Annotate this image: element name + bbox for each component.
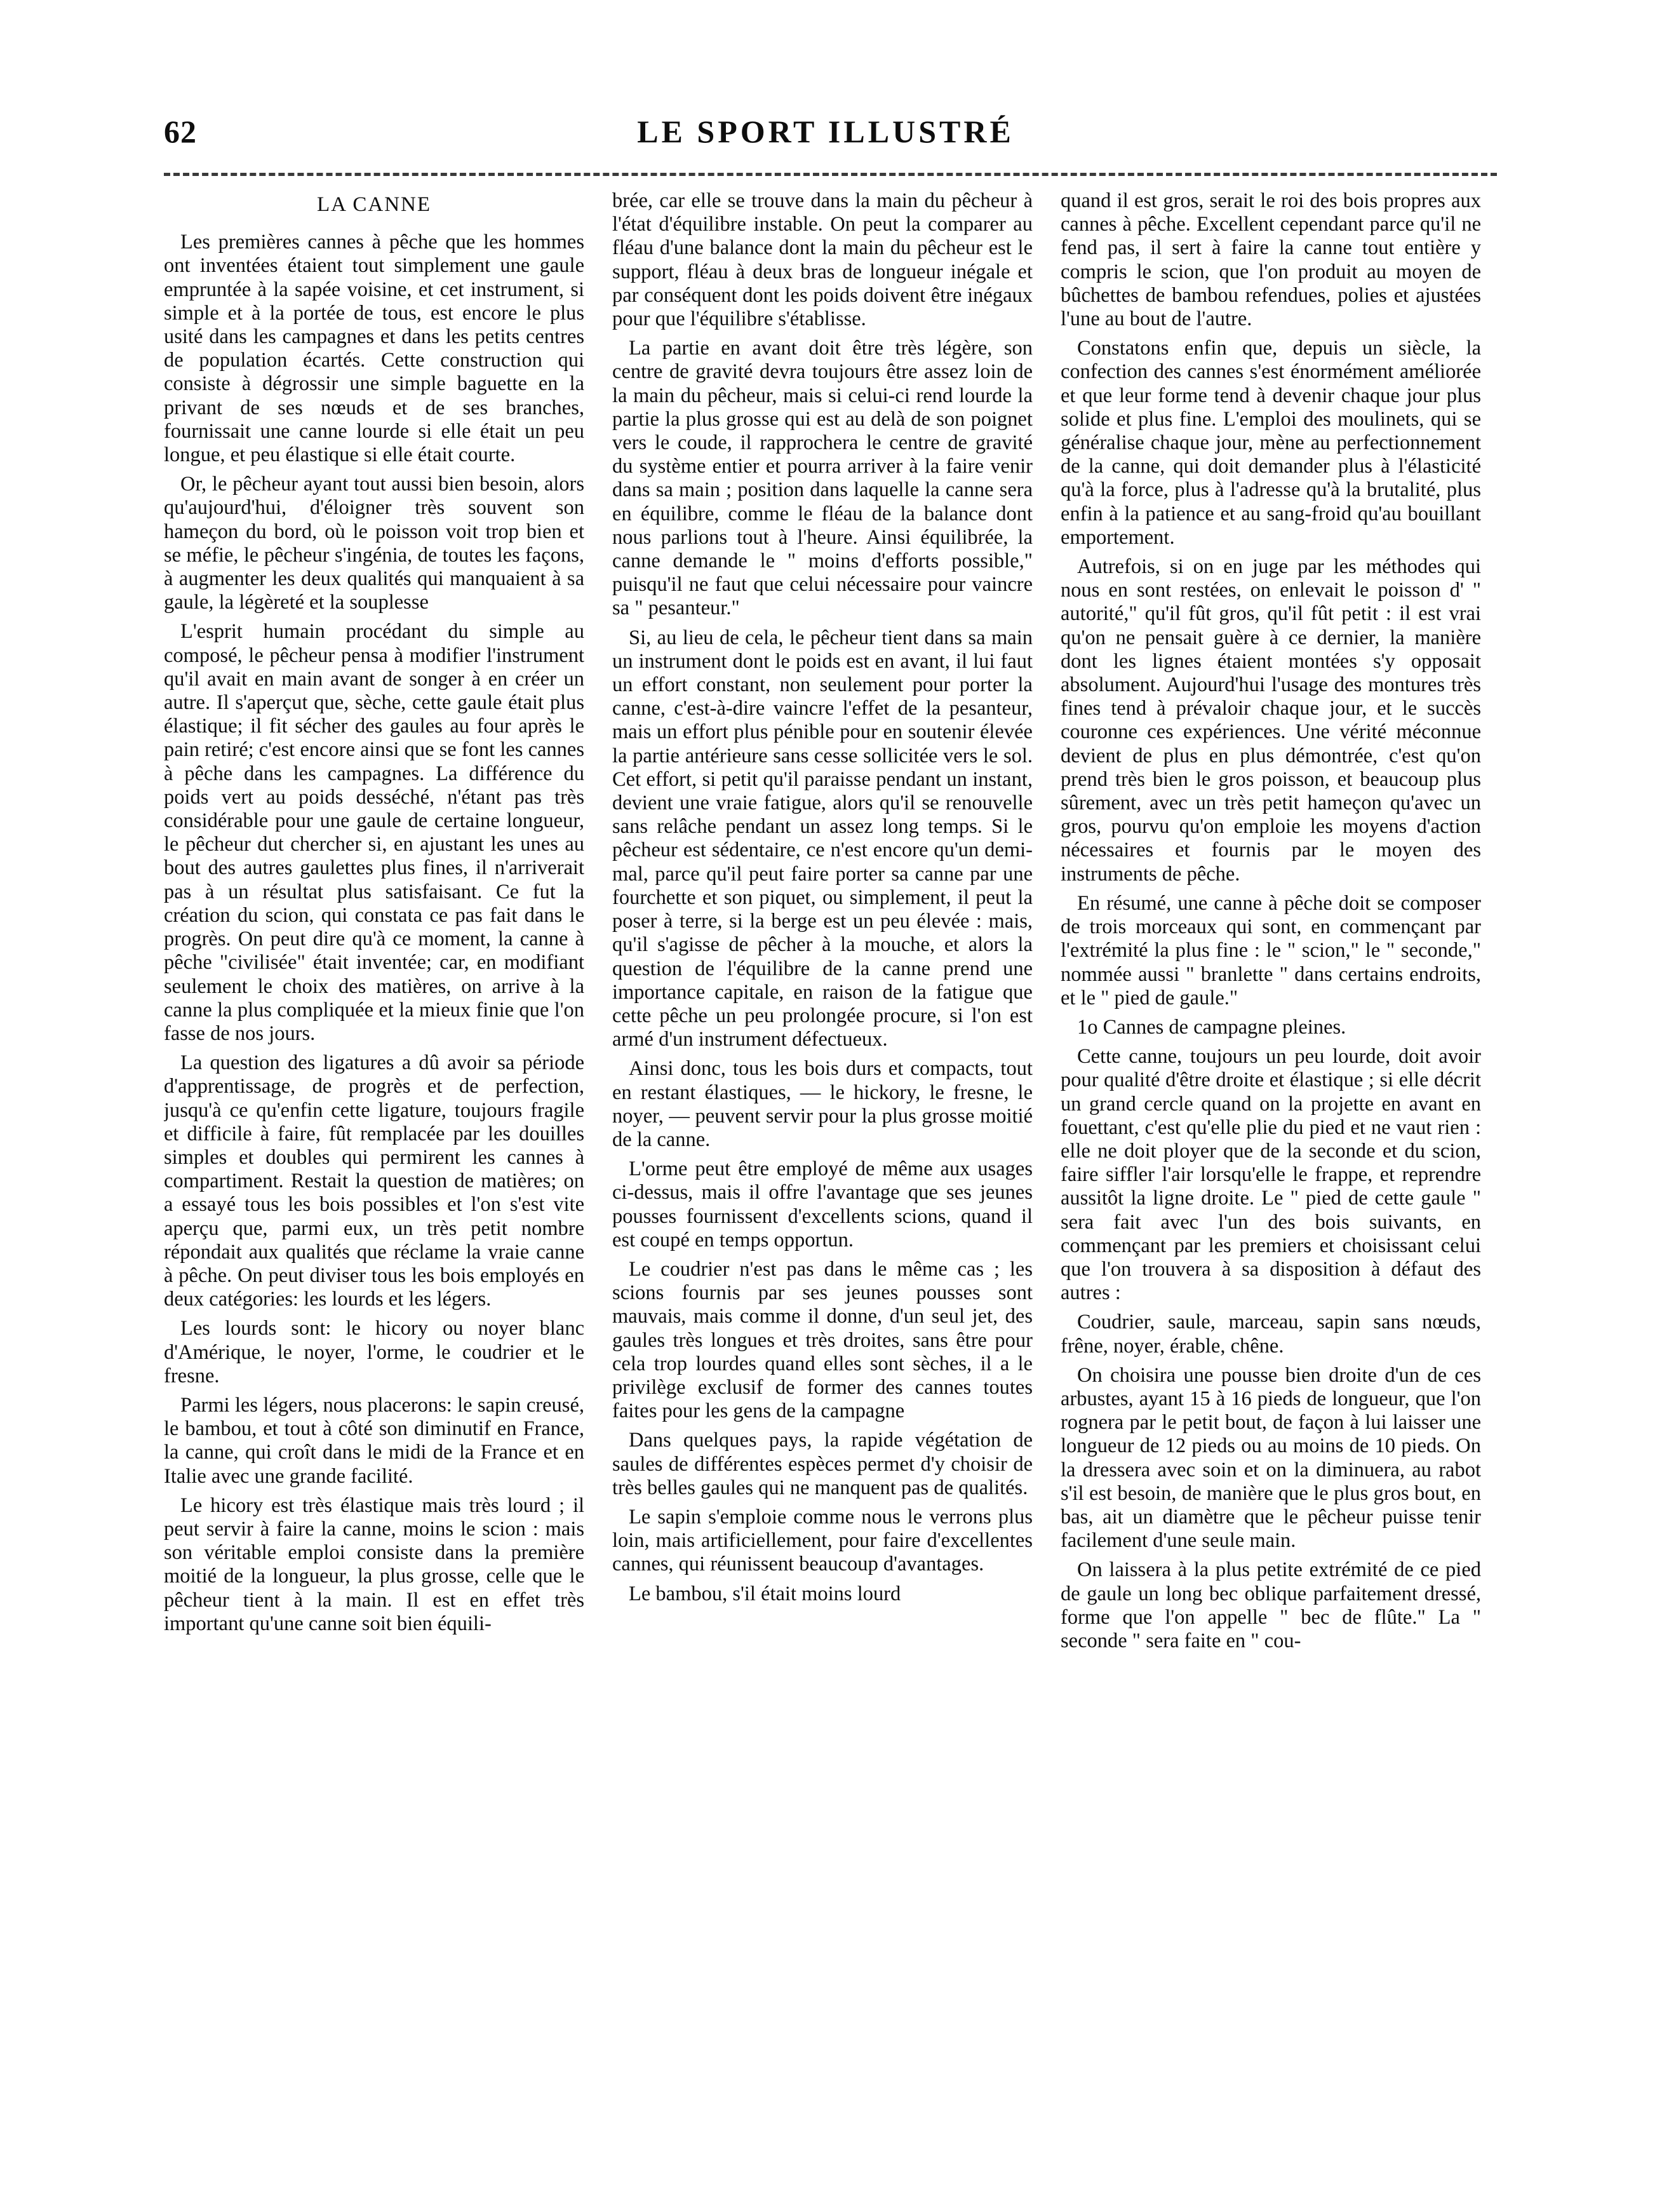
paragraph: Le coudrier n'est pas dans le même cas ; les scions fournis par ses jeunes pousses sont mauvais, mais comme il donne, d'un seul jet, des gaules très longues et très droites, sans être pour cela trop lourdes quand elles sont sèches, il a le privilège exclusif de former des cannes toutes faites pour les gens de la campagne [612,1257,1033,1423]
paragraph: Or, le pêcheur ayant tout aussi bien besoin, alors qu'aujourd'hui, d'éloigner très souvent son hameçon du bord, où le poisson voit trop bien et se méfie, le pêcheur s'ingénia, de toutes les façons, à augmenter les deux qualités qui manquaient à sa gaule, la légèreté et la souplesse [164,473,584,614]
paragraph: Si, au lieu de cela, le pêcheur tient dans sa main un instrument dont le poids est en avant, il lui faut un effort constant, non seulement pour porter la canne, c'est-à-dire vaincre l'effet de la pesanteur, mais un effort plus pénible pour en soutenir élevée la partie antérieure sans cesse sollicitée vers le sol. Cet effort, si petit qu'il paraisse pendant un instant, devient une vraie fatigue, alors qu'il se renouvelle sans relâche pendant un assez long temps. Si le pêcheur est sédentaire, ce n'est encore qu'un demi-mal, parce qu'il peut faire porter sa canne par une fourchette et son piquet, ou simplement, il peut la poser à terre, si la berge est un peu élevée : mais, qu'il s'agisse de pêcher à la mouche, et alors la question de l'équilibre de la canne prend une importance capitale, en raison de la fatigue que cette pêche un peu prolongée procure, si l'on est armé d'un instrument défectueux. [612,626,1033,1051]
paragraph: brée, car elle se trouve dans la main du pêcheur à l'état d'équilibre instable. On peut la comparer au fléau d'une balance dont la main du pêcheur est le support, fléau à deux bras de longueur inégale et par conséquent dont les poids doivent être inégaux pour que l'équilibre s'établisse. [612,189,1033,331]
paragraph: Autrefois, si on en juge par les méthodes qui nous en sont restées, on enlevait le poisson d' " autorité," qu'il fût gros, qu'il fût petit : il est vrai qu'on ne pensait guère à ce dernier, la manière dont les lignes étaient montées s'y opposait absolument. Aujourd'hui l'usage des montures très fines tend à prévaloir chaque jour, et le succès couronne ces expériences. Une vérité méconnue devient de plus en plus démontrée, c'est qu'on prend très bien le gros poisson, et beaucoup plus sûrement, avec un très petit hameçon qu'avec un gros, pourvu qu'on emploie les moyens d'action nécessaires et fournis par le moyen des instruments de pêche. [1061,555,1481,886]
section-heading: 1o Cannes de campagne pleines. [1077,1015,1346,1039]
paragraph: Dans quelques pays, la rapide végétation de saules de différentes espèces permet d'y choisir de très belles gaules qui ne manquent pas de qualités. [612,1429,1033,1499]
paragraph: En résumé, une canne à pêche doit se composer de trois morceaux qui sont, en commençant par l'extrémité la plus fine : le " scion," le " seconde," nommée aussi " branlette " dans certains endroits, et le " pied de gaule." [1061,891,1481,1009]
paragraph: quand il est gros, serait le roi des bois propres aux cannes à pêche. Excellent cependant parce qu'il ne fend pas, il sert à faire la canne tout entière y compris le scion, que l'on produit au moyen de bûchettes de bambou refendues, polies et ajustées l'une au bout de l'autre. [1061,189,1481,331]
running-head-title: LE SPORT ILLUSTRÉ [637,114,1014,149]
text-column-2 [612,189,1033,2171]
paragraph: Constatons enfin que, depuis un siècle, la confection des cannes s'est énormément améliorée et que leur forme tend à devenir chaque jour plus solide et plus fine. L'emploi des moulinets, qui se généralise chaque jour, mène au perfectionnement de la canne, qui doit demander plus à l'élasticité qu'à la force, plus à l'adresse qu'à la brutalité, plus enfin à la patience et au sang-froid qu'au bouillant emportement. [1061,337,1481,549]
paragraph: Les premières cannes à pêche que les hommes ont inventées étaient tout simplement une gaule empruntée à la sapée voisine, et cet instrument, si simple et à la portée de tous, est encore le plus usité dans les campagnes et dans les petits centres de population écartés. Cette construction qui consiste à dégrossir une simple baguette en la privant de ses nœuds et de ses branches, fournissait une canne lourde si elle était un peu longue, et peu élastique si elle était courte. [164,231,584,467]
text-column-1 [164,189,584,2171]
paragraph: L'esprit humain procédant du simple au composé, le pêcheur pensa à modifier l'instrument qu'il avait en main avant de songer à en créer un autre. Il s'aperçut que, sèche, cette gaule était plus élastique; il fit sécher des gaules au four après le pain retiré; c'est encore ainsi que se font les cannes à pêche dans les campagnes. La différence du poids vert au poids desséché, n'étant pas très considérable pour une gaule de certaine longueur, le pêcheur dut chercher si, en ajustant les unes au bout des autres gaulettes plus fines, il n'arriverait pas à un résultat plus satisfaisant. Ce fut la création du scion, qui constata ce pas fait dans le progrès. On peut dire qu'à ce moment, la canne à pêche "civilisée" était inventée; car, en modifiant seulement le choix des matières, on arrive à la canne la plus compliquée et la mieux finie que l'on fasse de nos jours. [164,620,584,1045]
paragraph: Le sapin s'emploie comme nous le verrons plus loin, mais artificiellement, pour faire d'excellentes cannes, qui réunissent beaucoup d'avantages. [612,1505,1033,1576]
paragraph: Coudrier, saule, marceau, sapin sans nœuds, frêne, noyer, érable, chêne. [1061,1311,1481,1358]
paragraph: Ainsi donc, tous les bois durs et compacts, tout en restant élastiques, — le hickory, le fresne, le noyer, — peuvent servir pour la plus grosse moitié de la canne. [612,1057,1033,1151]
paragraph: La partie en avant doit être très légère, son centre de gravité devra toujours être assez loin de la main du pêcheur, mais si celui-ci rend lourde la partie la plus grosse qui est au delà de son poignet vers le coude, il rapprochera le centre de gravité du système entier et pourra arriver à la faire venir dans sa main ; position dans laquelle la canne sera en équilibre, comme le fléau de la balance dont nous parlions tout à l'heure. Ainsi équilibrée, la canne demande le " moins d'efforts possible," puisqu'il ne faut que celui nécessaire pour vaincre sa " pesanteur." [612,337,1033,620]
paragraph: La question des ligatures a dû avoir sa période d'apprentissage, de progrès et de perfection, jusqu'à ce qu'enfin cette ligature, toujours fragile et difficile à faire, fût remplacée par les douilles simples et doubles qui permirent les cannes à compartiment. Restait la question de matières; on a essayé tous les bois possibles et l'on s'est vite aperçu que, parmi eux, un très petit nombre répondait aux qualités que réclame la vraie canne à pêche. On peut diviser tous les bois employés en deux catégories: les lourds et les légers. [164,1051,584,1311]
text-column-3 [1061,189,1481,2171]
page-number: 62 [164,114,197,149]
paragraph: Parmi les légers, nous placerons: le sapin creusé, le bambou, et tout à côté son diminutif en France, la canne, qui croît dans le midi de la France et en Italie avec une grande facilité. [164,1393,584,1488]
paragraph: Les lourds sont: le hicory ou noyer blanc d'Amérique, le noyer, l'orme, le coudrier et le fresne. [164,1317,584,1387]
article-title: LA CANNE [316,193,432,216]
paragraph: L'orme peut être employé de même aux usages ci-dessus, mais il offre l'avantage que ses jeunes pousses fournissent d'excellents scions, quand il est coupé en temps opportun. [612,1157,1033,1251]
paragraph: Cette canne, toujours un peu lourde, doit avoir pour qualité d'être droite et élastique ; si elle décrit un grand cercle quand on la projette en avant en fouettant, c'est qu'elle plie du pied et ne vaut rien : elle ne doit ployer que de la seconde et du scion, faire siffler l'air lorsqu'elle le frappe, et reprendre aussitôt la ligne droite. Le " pied de cette gaule " sera fait avec l'un des bois suivants, en commençant par les premiers et choisissant celui que l'on trouvera à sa disposition à défaut des autres : [1061,1045,1481,1305]
header-rule [164,173,1497,176]
paragraph: On laissera à la plus petite extrémité de ce pied de gaule un long bec oblique parfaitement dressé, forme que l'on appelle " bec de flûte." La " seconde " sera faite en " cou- [1061,1558,1481,1652]
paragraph: Le hicory est très élastique mais très lourd ; il peut servir à faire la canne, moins le scion : mais son véritable emploi consiste dans la première moitié de la longueur, la plus grosse, celle que le pêcheur tient à la main. Il est en effet très important qu'une canne soit bien équili- [164,1494,584,1635]
paragraph: On choisira une pousse bien droite d'un de ces arbustes, ayant 15 à 16 pieds de longueur, que l'on rognera par le petit bout, de façon à lui laisser une longueur de 12 pieds ou au moins de 10 pieds. On la dressera avec soin et on la diminuera, au rabot s'il est besoin, de manière que le plus gros bout, en bas, ait un diamètre que le pêcheur puisse tenir facilement d'une seule main. [1061,1363,1481,1553]
paragraph: Le bambou, s'il était moins lourd [629,1582,901,1605]
